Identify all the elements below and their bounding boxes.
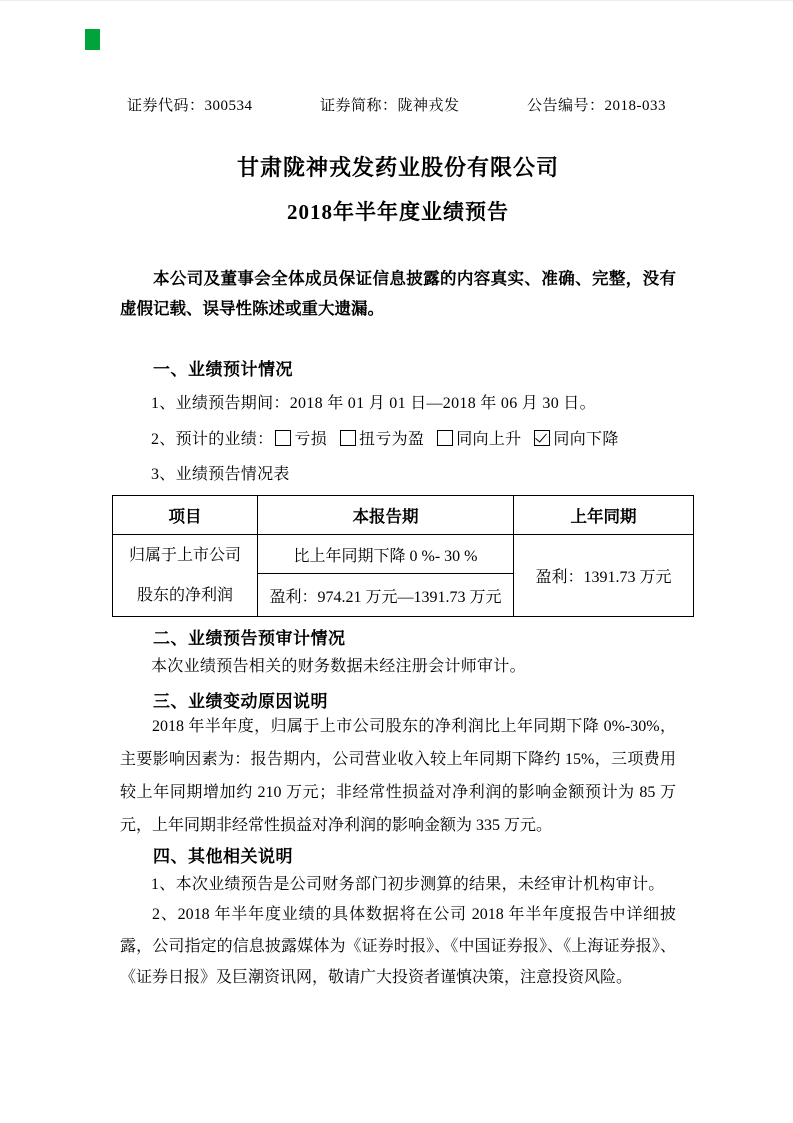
cell-current-change: 比上年同期下降 0 %- 30 % <box>258 535 514 574</box>
checkbox-checked-icon <box>534 430 550 446</box>
section2-body: 本次业绩预告相关的财务数据未经注册会计师审计。 <box>151 658 526 675</box>
option-same-direction-up: 同向上升 <box>437 431 521 448</box>
report-subtitle: 2018年半年度业绩预告 <box>287 200 509 224</box>
stock-code: 证券代码：300534 <box>127 98 253 114</box>
company-title: 甘肃陇神戎发药业股份有限公司 <box>236 155 559 180</box>
section2-heading: 二、业绩预告预审计情况 <box>153 629 346 648</box>
option-same-direction-down: 同向下降 <box>534 431 618 448</box>
section4-item2: 2、2018 年半年度业绩的具体数据将在公司 2018 年半年度报告中详细披露，公司指定的信息披露媒体为《证券时报》、《中国证券报》、《上海证券报》、《证券日报》及巨潮资讯网，敬请广大投资者谨慎决策，注意投资风险。 <box>120 906 676 986</box>
checkbox-unchecked-icon <box>437 430 453 446</box>
section1-heading: 一、业绩预计情况 <box>153 360 293 379</box>
header-prior-period: 上年同期 <box>514 496 694 535</box>
meta-header-row <box>127 94 666 115</box>
performance-forecast-table <box>112 495 694 617</box>
section3-heading: 三、业绩变动原因说明 <box>153 692 328 711</box>
checkbox-unchecked-icon <box>340 430 356 446</box>
section4-heading: 四、其他相关说明 <box>153 847 293 866</box>
stock-short-name: 证券简称：陇神戎发 <box>320 98 460 114</box>
cell-net-profit-item: 归属于上市公司 股东的净利润 <box>113 535 258 617</box>
option-loss: 亏损 <box>275 431 327 448</box>
page-corner-marker <box>85 29 100 50</box>
checkbox-unchecked-icon <box>275 430 291 446</box>
header-item: 项目 <box>113 496 258 535</box>
table-header-row <box>113 496 694 535</box>
table-row <box>113 535 694 574</box>
section4-item1: 1、本次业绩预告是公司财务部门初步测算的结果，未经审计机构审计。 <box>151 876 665 893</box>
forecast-period-item: 1、业绩预告期间：2018 年 01 月 01 日—2018 年 06 月 30 日。 <box>151 395 596 412</box>
section3-paragraph: 2018 年半年度，归属于上市公司股东的净利润比上年同期下降 0%-30%，主要影响因素为：报告期内，公司营业收入较上年同期下降约 15%，三项费用较上年同期增加约 210 万元；非经常性损益对净利润的影响金额预计为 85 万元，上年同期非经常性损益对净利润的影响金额为 335 万元。 <box>120 718 676 834</box>
cell-prior-profit: 盈利：1391.73 万元 <box>514 535 694 617</box>
forecast-type-label: 2、预计的业绩： <box>151 431 274 448</box>
declaration-paragraph: 本公司及董事会全体成员保证信息披露的内容真实、准确、完整，没有虚假记载、误导性陈述或重大遗漏。 <box>120 269 676 318</box>
forecast-type-item <box>151 426 619 449</box>
header-current-period: 本报告期 <box>258 496 514 535</box>
forecast-table-item: 3、业绩预告情况表 <box>151 466 290 483</box>
option-turn-profit: 扭亏为盈 <box>340 431 424 448</box>
cell-current-profit: 盈利：974.21 万元—1391.73 万元 <box>258 574 514 617</box>
announcement-number: 公告编号：2018-033 <box>527 98 666 114</box>
